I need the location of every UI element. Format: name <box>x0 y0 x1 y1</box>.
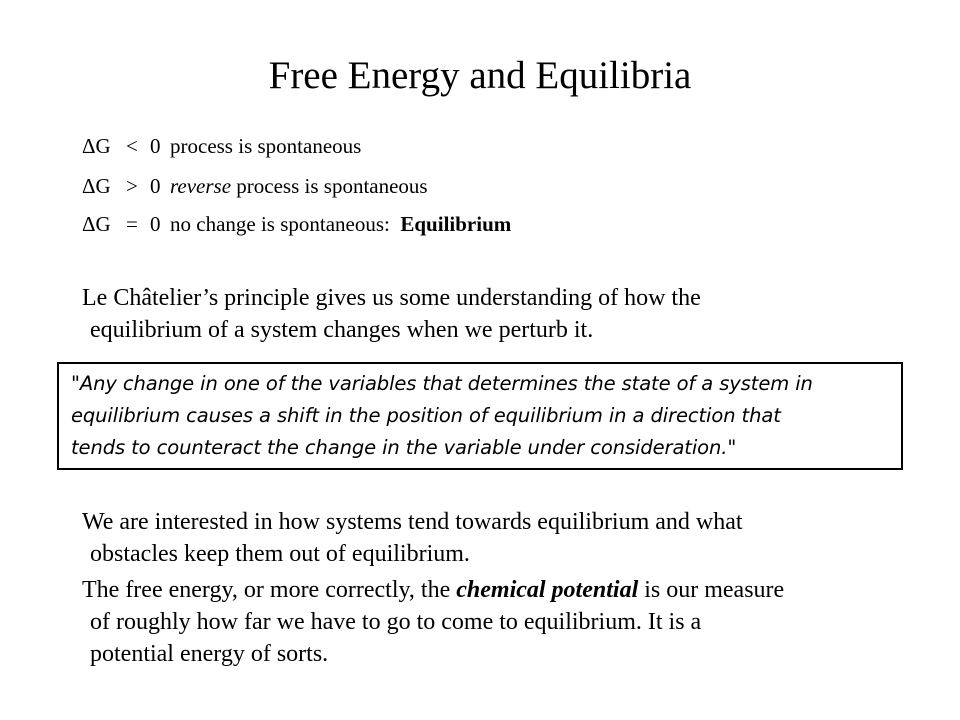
quote-line: tends to counteract the change in the variable under consideration." <box>71 436 737 459</box>
paragraph-line <box>82 574 902 606</box>
le-chatelier-quote-box <box>57 362 903 470</box>
zero-value: 0 <box>150 212 161 236</box>
le-chatelier-paragraph <box>82 282 902 346</box>
comparison-operator: < <box>126 134 138 158</box>
paragraph-line: equilibrium of a system changes when we perturb it. <box>90 317 594 343</box>
text-run: is our measure <box>638 577 785 603</box>
delta-g-negative-row <box>82 132 361 160</box>
quote-line: "Any change in one of the variables that determines the state of a system in <box>71 372 813 395</box>
zero-value: 0 <box>150 134 161 158</box>
free-energy-paragraph <box>82 574 902 670</box>
text-run: The free energy, or more correctly, the <box>82 577 457 603</box>
paragraph-line: of roughly how far we have to go to come to equilibrium. It is a <box>90 609 702 635</box>
delta-g-zero-row <box>82 210 511 238</box>
paragraph-line: Le Châtelier’s principle gives us some understanding of how the <box>82 285 701 311</box>
zero-value: 0 <box>150 174 161 198</box>
delta-g-symbol: ΔG <box>82 174 111 198</box>
comparison-operator: = <box>126 212 138 236</box>
comparison-operator: > <box>126 174 138 198</box>
delta-g-symbol: ΔG <box>82 212 111 236</box>
paragraph-line: obstacles keep them out of equilibrium. <box>90 541 470 567</box>
interest-paragraph <box>82 506 902 570</box>
condition-text: no change is spontaneous: <box>170 212 401 236</box>
equilibrium-emphasis: Equilibrium <box>400 212 512 236</box>
delta-g-positive-row <box>82 172 428 200</box>
condition-text: process is spontaneous <box>170 134 362 158</box>
delta-g-symbol: ΔG <box>82 134 111 158</box>
chemical-potential-emphasis: chemical potential <box>456 577 639 603</box>
paragraph-line: We are interested in how systems tend towards equilibrium and what <box>82 509 743 535</box>
slide-title: Free Energy and Equilibria <box>268 54 692 97</box>
paragraph-line: potential energy of sorts. <box>90 641 329 667</box>
reverse-emphasis: reverse <box>170 174 232 198</box>
condition-text: process is spontaneous <box>231 174 428 198</box>
quote-line: equilibrium causes a shift in the position of equilibrium in a direction that <box>71 404 781 427</box>
